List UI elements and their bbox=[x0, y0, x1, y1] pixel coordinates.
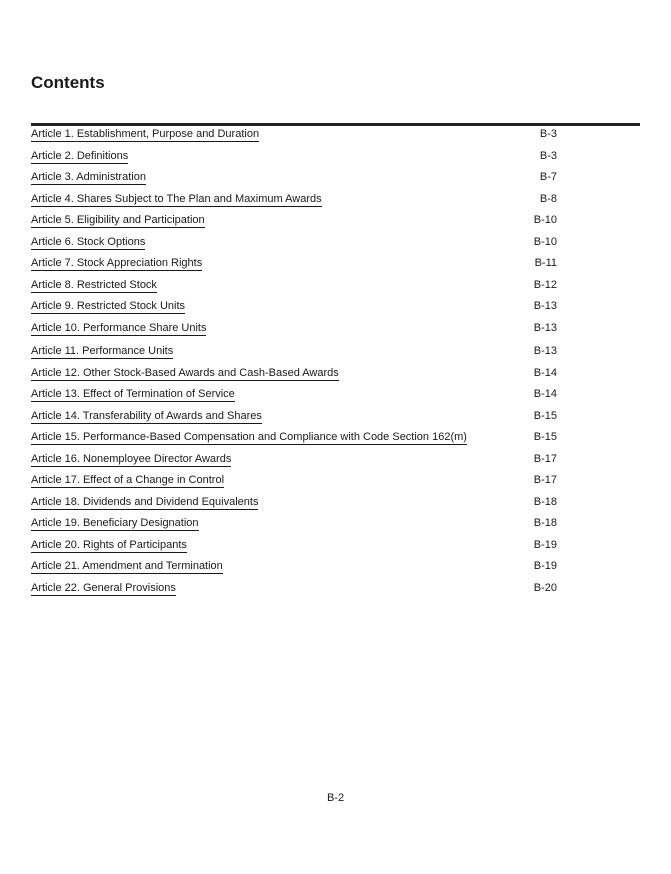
toc-entry-page: B-10 bbox=[533, 214, 557, 226]
toc-entry-page: B-18 bbox=[533, 517, 557, 529]
toc-entry-page: B-13 bbox=[533, 321, 557, 334]
toc-entry-page: B-17 bbox=[533, 452, 557, 465]
toc-entry-link[interactable]: Article 20. Rights of Participants bbox=[31, 538, 187, 551]
toc-entry bbox=[31, 276, 557, 298]
contents-heading: Contents bbox=[31, 73, 105, 92]
toc-entry-link[interactable]: Article 16. Nonemployee Director Awards bbox=[31, 452, 232, 465]
toc-entry bbox=[31, 211, 557, 233]
toc-entry-link[interactable]: Article 17. Effect of a Change in Control bbox=[31, 474, 225, 486]
toc-entry-link[interactable]: Article 7. Stock Appreciation Rights bbox=[31, 257, 203, 269]
toc-entry bbox=[31, 342, 557, 364]
toc-entry-link[interactable]: Article 9. Restricted Stock Units bbox=[31, 300, 186, 312]
toc-entry-link[interactable]: Article 15. Performance-Based Compensation and Compliance with Code Section 162(m) bbox=[31, 431, 467, 443]
toc-entry-link[interactable]: Article 5. Eligibility and Participation bbox=[31, 214, 205, 226]
toc-entry bbox=[31, 364, 557, 386]
toc-entry-page: B-11 bbox=[534, 257, 557, 269]
toc-entry-page: B-13 bbox=[533, 300, 557, 312]
toc-entry-page: B-13 bbox=[533, 345, 557, 357]
toc-entry-page: B-14 bbox=[533, 366, 557, 379]
toc-entry-link[interactable]: Article 11. Performance Units bbox=[31, 345, 174, 357]
toc-entry-link[interactable]: Article 8. Restricted Stock bbox=[31, 278, 157, 291]
toc-entry bbox=[31, 125, 557, 147]
toc-entry-link[interactable]: Article 22. General Provisions bbox=[31, 581, 176, 594]
toc-entry-page: B-8 bbox=[539, 192, 557, 205]
toc-entry-page: B-15 bbox=[533, 409, 557, 422]
toc-entry bbox=[31, 168, 557, 190]
toc-entry-link[interactable]: Article 13. Effect of Termination of Service bbox=[31, 388, 235, 400]
toc-entry bbox=[31, 471, 557, 493]
toc-entry bbox=[31, 297, 557, 319]
toc-entry-link[interactable]: Article 14. Transferability of Awards and Shares bbox=[31, 409, 262, 422]
toc-entry bbox=[31, 450, 557, 472]
toc-entry bbox=[31, 493, 557, 515]
toc-entry-link[interactable]: Article 4. Shares Subject to The Plan and Maximum Awards bbox=[31, 192, 322, 205]
toc-entry bbox=[31, 579, 557, 601]
toc-entry-page: B-12 bbox=[533, 278, 557, 291]
toc-entry-link[interactable]: Article 10. Performance Share Units bbox=[31, 321, 207, 334]
toc-entry-link[interactable]: Article 19. Beneficiary Designation bbox=[31, 517, 199, 529]
toc-entry-link[interactable]: Article 21. Amendment and Termination bbox=[31, 560, 223, 572]
toc-entry bbox=[31, 557, 557, 579]
toc-entry-link[interactable]: Article 12. Other Stock-Based Awards and Cash-Based Awards bbox=[31, 366, 339, 379]
toc-entry bbox=[31, 254, 557, 276]
toc-entry-link[interactable]: Article 1. Establishment, Purpose and Duration bbox=[31, 128, 260, 140]
toc-entry-page: B-15 bbox=[533, 431, 557, 443]
toc-entry bbox=[31, 233, 557, 255]
toc-entry-page: B-3 bbox=[539, 128, 557, 140]
toc-entry-page: B-14 bbox=[533, 388, 557, 400]
toc-entry-page: B-19 bbox=[533, 560, 557, 572]
toc-entry-page: B-7 bbox=[539, 171, 557, 183]
toc-entry bbox=[31, 385, 557, 407]
toc-entry-link[interactable]: Article 6. Stock Options bbox=[31, 235, 146, 248]
toc-entry bbox=[31, 514, 557, 536]
toc-entry-page: B-19 bbox=[533, 538, 557, 551]
toc-entry-page: B-3 bbox=[539, 149, 557, 162]
toc-entry-link[interactable]: Article 2. Definitions bbox=[31, 149, 129, 162]
toc-entry bbox=[31, 319, 557, 343]
toc-entry-page: B-17 bbox=[533, 474, 557, 486]
toc-entry-link[interactable]: Article 18. Dividends and Dividend Equivalents bbox=[31, 495, 259, 508]
toc-entry bbox=[31, 428, 557, 450]
toc-entry-page: B-10 bbox=[533, 235, 557, 248]
toc-entry-link[interactable]: Article 3. Administration bbox=[31, 171, 146, 183]
toc-entry-page: B-20 bbox=[533, 581, 557, 594]
page-number: B-2 bbox=[326, 792, 345, 804]
table-of-contents bbox=[31, 125, 557, 600]
toc-entry bbox=[31, 536, 557, 558]
toc-entry bbox=[31, 147, 557, 169]
toc-entry-page: B-18 bbox=[533, 495, 557, 508]
toc-entry bbox=[31, 407, 557, 429]
toc-entry bbox=[31, 190, 557, 212]
